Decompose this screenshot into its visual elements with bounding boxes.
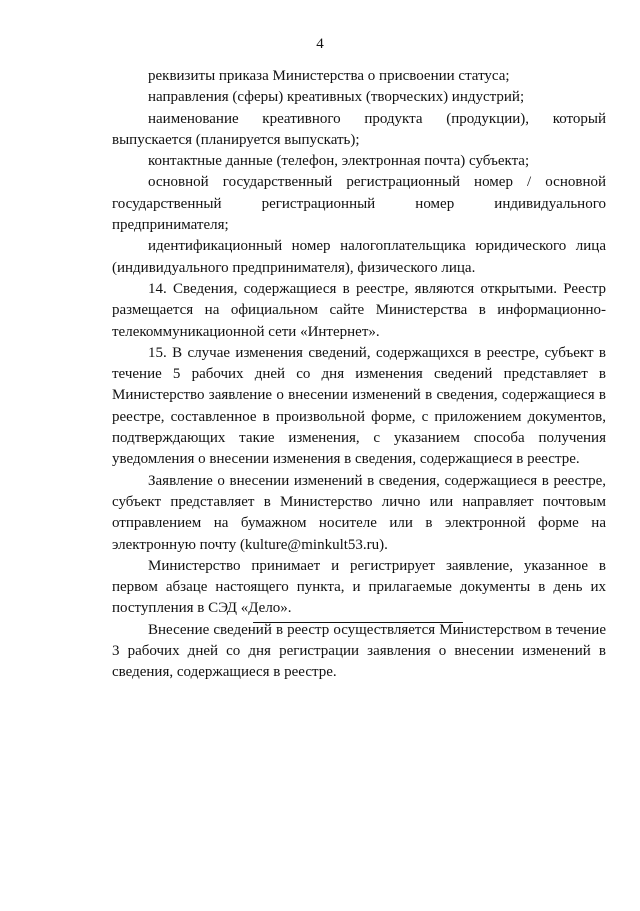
paragraph-entry: Внесение сведений в реестр осуществляется Министерством в течение 3 рабочих дней со дня регистрации заявления о внесении изменений в сведения, содержащиеся в реестре. [112,621,606,681]
paragraph-registration: Министерство принимает и регистрирует заявление, указанное в первом абзаце настоящего пункта, и прилагаемые документы в день их поступления в СЭД «Дело». [112,557,606,617]
paragraph-product-name: наименование креативного продукта (продукции), который выпускается (планируется выпускать); [112,110,606,148]
paragraph-item-14: 14. Сведения, содержащиеся в реестре, являются открытыми. Реестр размещается на официальном сайте Министерства в информационно-телекоммуникационной сети «Интернет». [112,280,606,340]
paragraph-inn: идентификационный номер налогоплательщика юридического лица (индивидуального предпринимателя), физического лица. [112,238,606,276]
paragraph-application: Заявление о внесении изменений в сведения, содержащиеся в реестре, субъект представляет в Министерство лично или направляет почтовым отправлением на бумажном носителе или в электронной форме на электронную почту (kulture@minkult53.ru). [112,472,606,553]
paragraph-contacts: контактные данные (телефон, электронная почта) субъекта; [148,153,530,170]
closing-rule [253,622,463,623]
paragraph-directions: направления (сферы) креативных (творческих) индустрий; [148,89,525,106]
document-body [112,66,606,684]
paragraph-item-15: 15. В случае изменения сведений, содержащихся в реестре, субъект в течение 5 рабочих дней со дня изменения сведений представляет в Министерство заявление о внесении изменений в сведения, содержащиеся в реестре, составленное в произвольной форме, с приложением документов, подтверждающих такие изменения, с указанием способа получения уведомления о внесении изменения в сведения, содержащиеся в реестре. [112,344,606,468]
paragraph-requisites: реквизиты приказа Министерства о присвоении статуса; [148,68,510,84]
page-number: 4 [316,36,324,52]
paragraph-ogrn: основной государственный регистрационный номер / основной государственный регистрационный номер индивидуального предпринимателя; [112,174,606,234]
